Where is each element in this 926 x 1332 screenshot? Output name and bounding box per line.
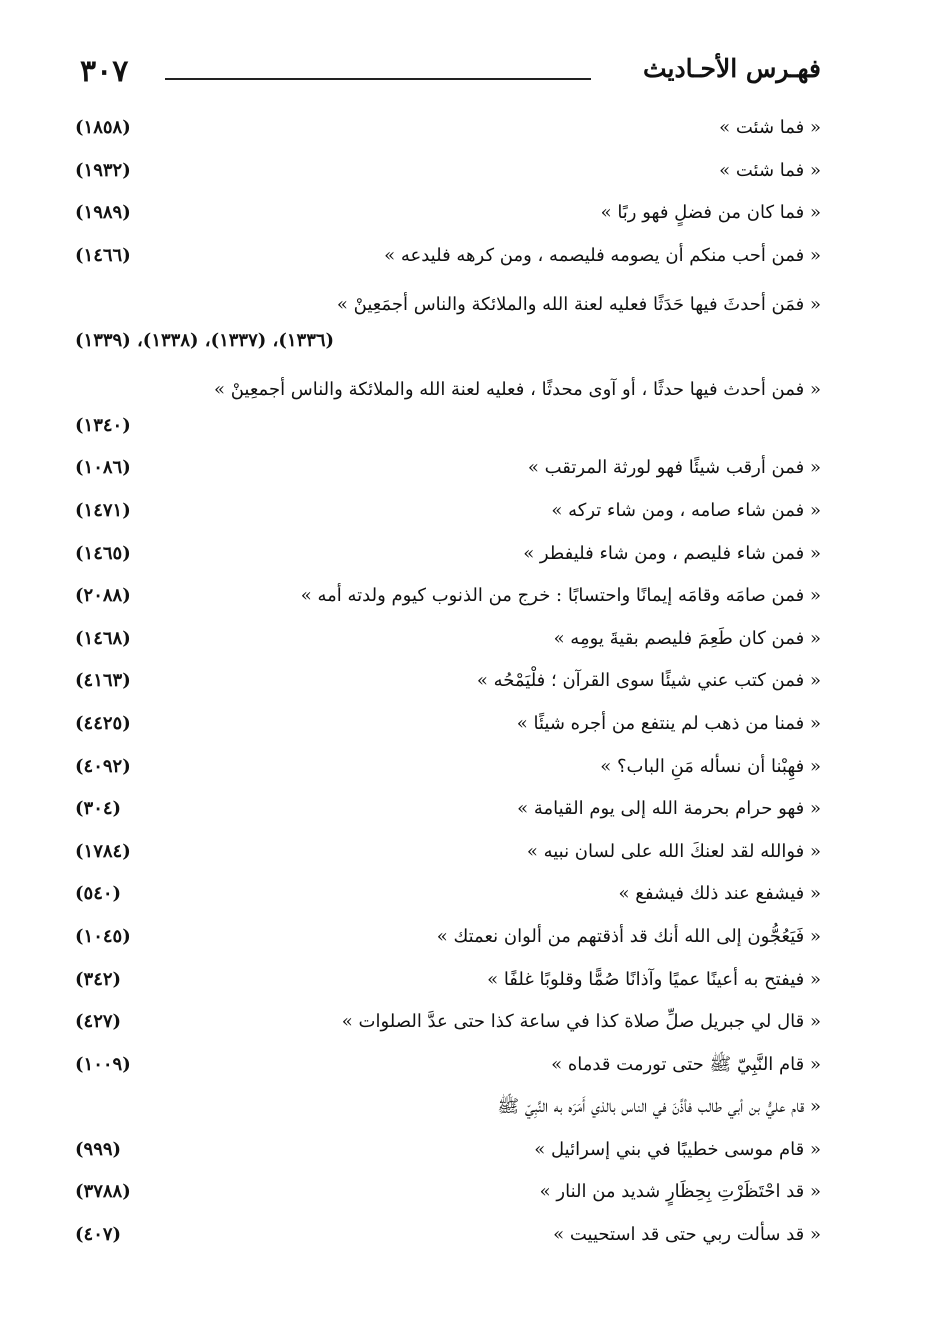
header-divider bbox=[165, 78, 591, 80]
index-entry bbox=[75, 538, 821, 581]
hadith-text: « فيفتح به أعينًا عميًا وآذانًا صُمًّا وقلوبًا غلفًا » bbox=[487, 968, 821, 990]
index-entry bbox=[75, 708, 821, 751]
hadith-text: « فيشفع عند ذلك فيشفع » bbox=[618, 883, 821, 905]
hadith-reference: (١٨٥٨) bbox=[75, 117, 131, 138]
hadith-reference: (١٠٨٦) bbox=[75, 457, 131, 479]
hadith-reference: (١٤٦٨) bbox=[75, 627, 131, 649]
hadith-reference: (٣٧٨٨) bbox=[75, 1181, 131, 1203]
index-entry bbox=[75, 1134, 821, 1177]
hadith-reference: (١٤٧١) bbox=[75, 499, 131, 521]
index-entry bbox=[75, 623, 821, 666]
page-header bbox=[80, 54, 821, 98]
index-entry bbox=[75, 964, 821, 1007]
index-entry bbox=[75, 921, 821, 964]
hadith-text: « فوالله لقد لعنكَ الله على لسان نبيه » bbox=[526, 840, 821, 862]
hadith-reference: (٤١٦٣) bbox=[75, 670, 131, 692]
hadith-reference: (١٣٤٠) bbox=[75, 415, 131, 437]
hadith-text: « فما كان من فضلٍ فهو ربًا » bbox=[600, 202, 821, 224]
index-entry bbox=[75, 751, 821, 794]
index-entry bbox=[75, 793, 821, 836]
hadith-reference: (١٠٤٥) bbox=[75, 925, 131, 947]
index-entry bbox=[75, 836, 821, 879]
index-entry bbox=[75, 367, 821, 452]
index-entry bbox=[75, 452, 821, 495]
hadith-reference: (٩٩٩) bbox=[75, 1138, 122, 1160]
index-entry bbox=[75, 1219, 821, 1262]
index-entry bbox=[75, 495, 821, 538]
index-entry bbox=[75, 282, 821, 367]
hadith-text: « قد احْتَظَرْتِ بِحِظَارٍ شديد من النار » bbox=[539, 1181, 821, 1203]
hadith-text: « فَيَعُجُّون إلى الله أنك قد أذقتهم من ألوان نعمتك » bbox=[436, 925, 821, 947]
hadith-text: « فما شئت » bbox=[719, 159, 821, 181]
index-entry bbox=[75, 1049, 821, 1092]
hadith-reference: (٤٠٧) bbox=[75, 1224, 122, 1246]
page-number: ٣٠٧ bbox=[80, 54, 129, 89]
hadith-reference: (٤٢٧) bbox=[75, 1011, 122, 1033]
hadith-text: « قد سألت ربي حتى قد استحييت » bbox=[553, 1224, 821, 1246]
hadith-text: « فمن شاء فليصم ، ومن شاء فليفطر » bbox=[523, 542, 821, 564]
hadith-reference: (١٧٨٤) bbox=[75, 840, 131, 862]
index-entry bbox=[75, 1006, 821, 1049]
hadith-reference: (١٤٦٦) bbox=[75, 244, 131, 266]
hadith-text: « فهِبْنا أن نسأله مَنِ الباب؟ » bbox=[600, 755, 821, 777]
index-entry bbox=[75, 197, 821, 240]
hadith-text: « فمنا من ذهب لم ينتفع من أجره شيئًا » bbox=[516, 712, 821, 734]
hadith-reference: (٢٠٨٨) bbox=[75, 585, 131, 607]
hadith-reference: (٥٤٠) bbox=[75, 883, 122, 905]
index-entry bbox=[75, 240, 821, 283]
hadith-text: « فمَن أحدثَ فيها حَدَثًا فعليه لعنة الله والملائكة والناس أجمَعِينْ » bbox=[336, 294, 821, 316]
hadith-reference: (٣٠٤) bbox=[75, 798, 122, 820]
hadith-text: « قام النَّبِيّ ﷺ حتى تورمت قدماه » bbox=[551, 1053, 821, 1075]
hadith-text: « قال لي جبريل صلِّ صلاة كذا في ساعة كذا حتى عدَّ الصلوات » bbox=[341, 1011, 821, 1033]
hadith-text: « فمن صامَه وقامَه إيمانًا واحتسابًا : خرج من الذنوب كيوم ولدته أمه » bbox=[300, 585, 821, 607]
hadith-reference: (١٩٣٢) bbox=[75, 159, 131, 181]
hadith-reference: (١٠٠٩) bbox=[75, 1053, 131, 1075]
index-entry bbox=[75, 112, 821, 155]
hadith-text: « فمن أحدث فيها حدثًا ، أو آوى محدثًا ، فعليه لعنة الله والملائكة والناس أجمعِينْ » bbox=[213, 379, 821, 401]
hadith-reference: (١٤٦٥) bbox=[75, 542, 131, 564]
hadith-text: « فمن شاء صامه ، ومن شاء تركه » bbox=[551, 499, 821, 521]
hadith-index-list bbox=[75, 112, 821, 1262]
running-title: فهـرس الأحـاديث bbox=[642, 54, 821, 83]
index-entry bbox=[75, 1091, 821, 1134]
hadith-text: « فمن كان طَعِمَ فليصم بقيةَ يومِه » bbox=[553, 627, 821, 649]
hadith-reference: (٣٤٢) bbox=[75, 968, 122, 990]
hadith-text: « فهو حرام بحرمة الله إلى يوم القيامة » bbox=[517, 798, 821, 820]
index-entry bbox=[75, 580, 821, 623]
hadith-reference: (٤٠٩٢) bbox=[75, 755, 131, 777]
hadith-text: « فمن كتب عني شيئًا سوى القرآن ؛ فلْيَمْحُه » bbox=[476, 670, 821, 692]
index-entry bbox=[75, 665, 821, 708]
hadith-text: « فما شئت » bbox=[719, 117, 821, 138]
hadith-reference: (١٩٨٩) bbox=[75, 202, 131, 224]
index-entry bbox=[75, 878, 821, 921]
index-entry bbox=[75, 155, 821, 198]
hadith-text: « قام عليُّ بن أبي طالب فأذَّنَ في الناس بالذي أَمَرَه به النَّبِيّ ﷺ bbox=[497, 1096, 821, 1118]
index-entry bbox=[75, 1176, 821, 1219]
hadith-text: « قام موسى خطيبًا في بني إسرائيل » bbox=[534, 1138, 821, 1160]
hadith-reference: (١٣٣٦)، (١٣٣٧)، (١٣٣٨)، (١٣٣٩) bbox=[75, 330, 335, 352]
hadith-reference: (٤٤٢٥) bbox=[75, 712, 131, 734]
hadith-text: « فمن أرقب شيئًا فهو لورثة المرتقب » bbox=[527, 457, 821, 479]
hadith-text: « فمن أحب منكم أن يصومه فليصمه ، ومن كرهه فليدعه » bbox=[384, 244, 821, 266]
